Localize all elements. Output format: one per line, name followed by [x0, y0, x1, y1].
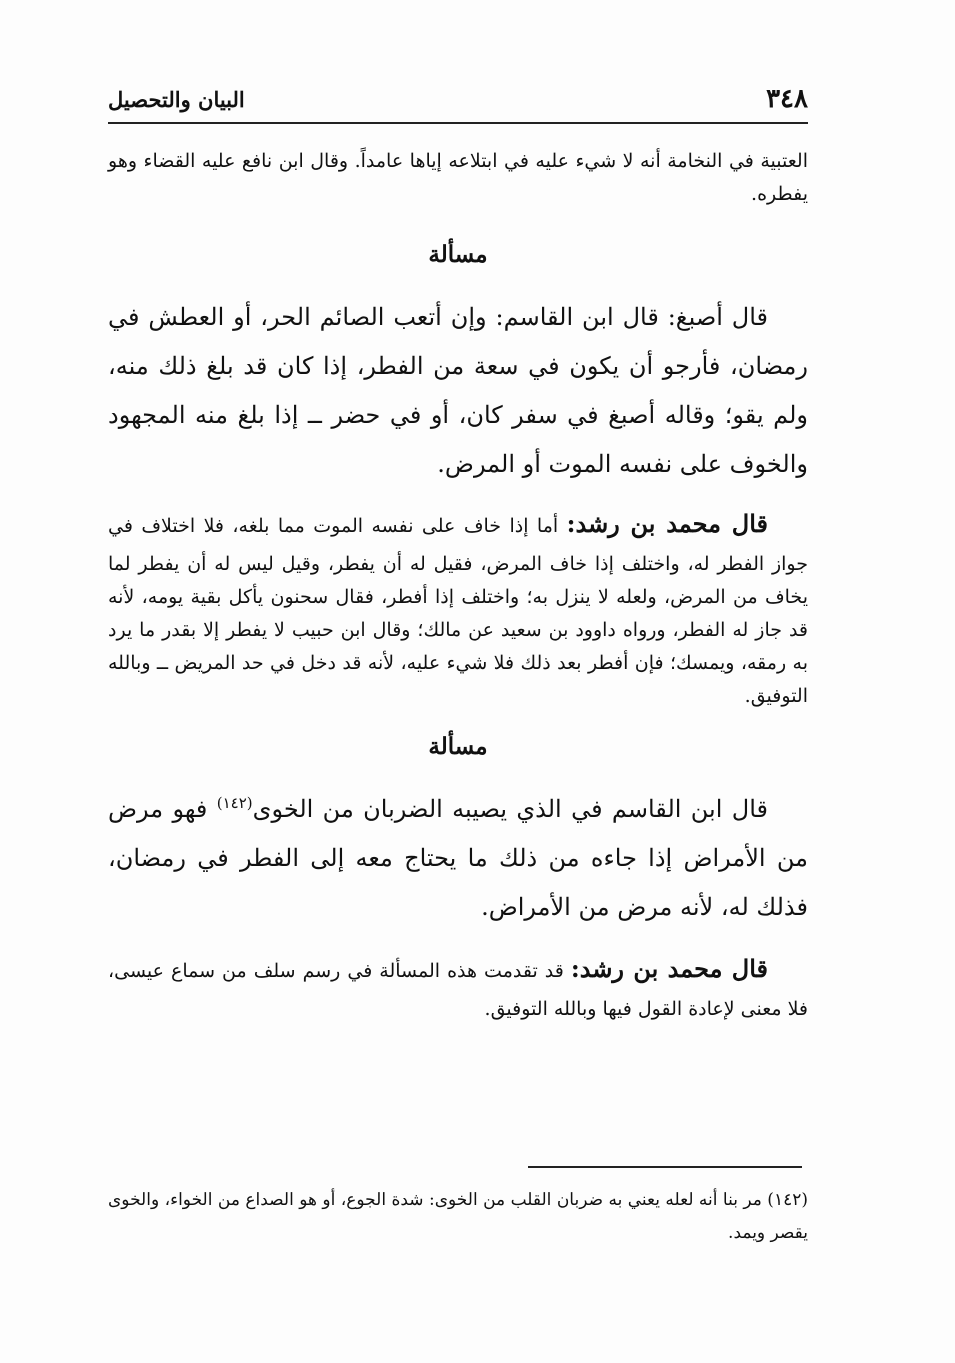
section-heading: مسألة: [428, 733, 488, 760]
footnote: (١٤٢) مر بنا أنه لعله يعني به ضربان القلب من الخوى: شدة الجوع، أو هو الصداع من الخواء، والخوى يقصر ويمد.: [108, 1190, 808, 1243]
section-heading: مسألة: [428, 241, 488, 268]
page-header: [108, 84, 808, 114]
running-title: البيان والتحصيل: [108, 87, 245, 112]
question-paragraph: قال أصبغ: قال ابن القاسم: وإن أتعب الصائم الحر، أو العطش في رمضان، فأرجو أن يكون في سعة من الفطر، إذا كان قد بلغ ذلك منه، ولم يقو؛ وقاله أصبغ في سفر كان، أو في حضر ــ إذا بلغ منه المجهود والخوف على نفسه الموت أو المرض.: [108, 303, 808, 478]
question-paragraph: [108, 785, 808, 932]
footnotes: [108, 1184, 808, 1250]
question-text: قال ابن القاسم في الذي يصيبه الضربان من الخوى: [252, 795, 768, 823]
answer-text: أما إذا خاف على نفسه الموت مما بلغه، فلا اختلاف في جواز الفطر له، واختلف إذا خاف المرض، فقيل له أن يفطر، وقيل ليس له أن يفطر لما يخاف من المرض، ولعله لا ينزل به؛ واختلف إذا أفطر، فقال سحنون يأكل بقية يومه، لأنه قد جاز له الفطر، ورواه داوود بن سعيد عن مالك؛ وقال ابن حبيب لا يفطر إلا بقدر ما يرد به رمقه، ويمسك؛ فإن أفطر بعد ذلك فلا شيء عليه، لأنه قد دخل في حد المريض ــ وبالله التوفيق.: [108, 515, 808, 707]
page-number: ٣٤٨: [766, 84, 808, 114]
answer-paragraph: [108, 944, 808, 1026]
answer-speaker: قال محمد بن رشد:: [570, 954, 769, 983]
answer-paragraph: [108, 499, 808, 713]
answer-speaker: قال محمد بن رشد:: [566, 509, 768, 538]
answer-text: قد تقدمت هذه المسألة في رسم سلف من سماع عيسى، فلا معنى لإعادة القول فيها وبالله التوفيق.: [108, 960, 808, 1020]
question-text: فهو مرض من الأمراض إذا جاءه من ذلك ما يحتاج معه إلى الفطر في رمضان، فذلك له، لأنه مرض من الأمراض.: [108, 795, 808, 921]
footnote-rule: [528, 1166, 802, 1168]
footnote-reference[interactable]: (١٤٢): [216, 794, 253, 812]
page-body: [108, 145, 808, 1026]
intro-paragraph: العتبية في النخامة أنه لا شيء عليه في ابتلاعه إياها عامداً. وقال ابن نافع عليه القضاء وهو يفطره.: [108, 150, 808, 205]
header-rule: [108, 122, 808, 124]
